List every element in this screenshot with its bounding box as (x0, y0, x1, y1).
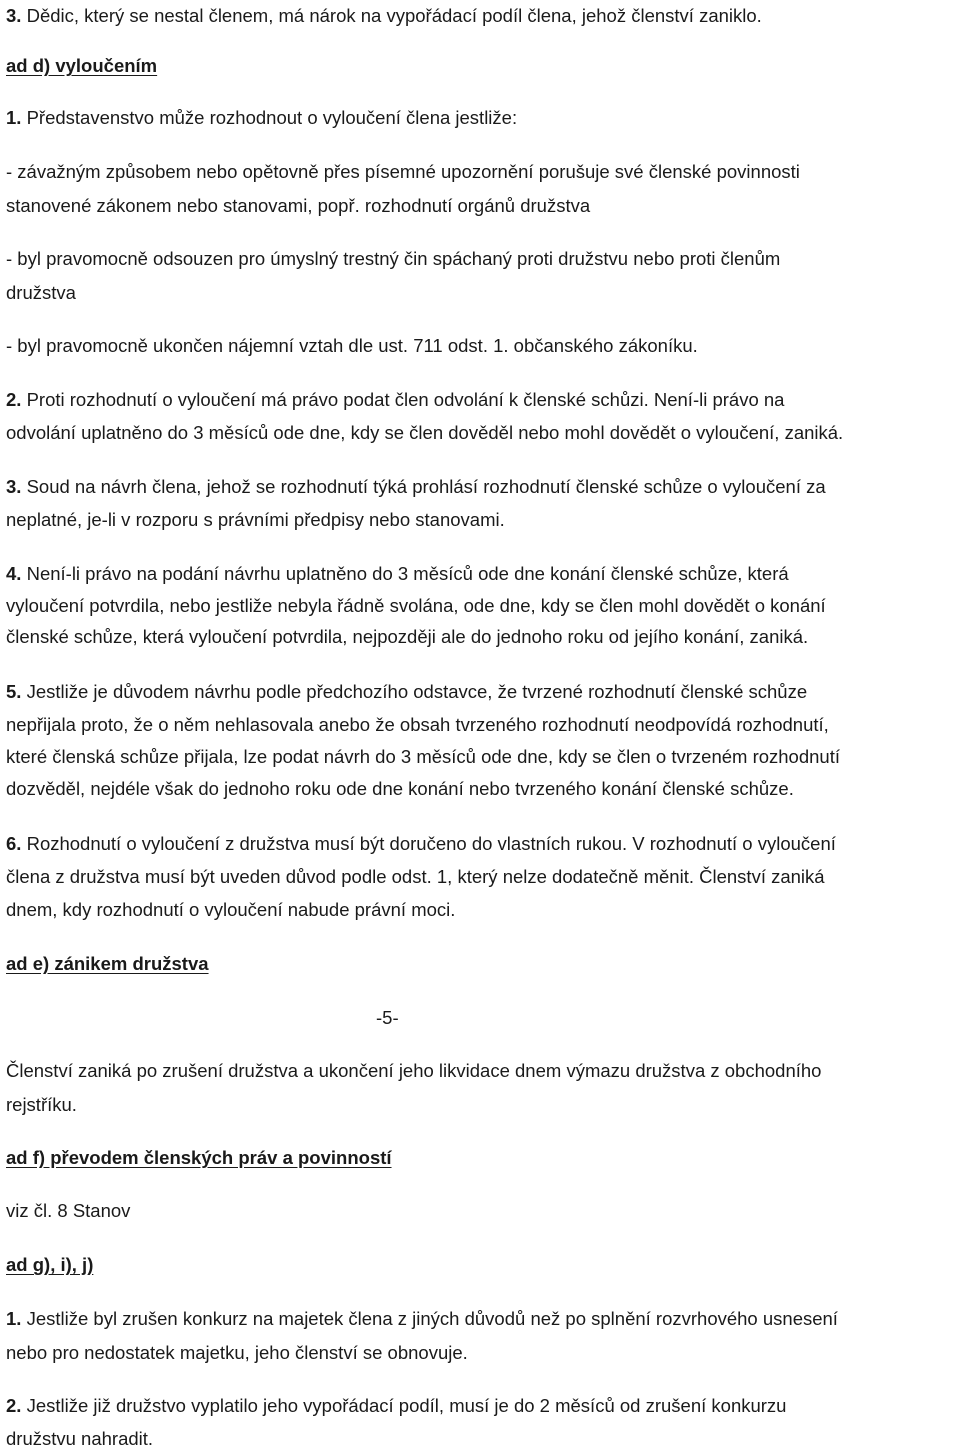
paragraph-repayment-line-1: 2. Jestliže již družstvo vyplatilo jeho vypořádací podíl, musí je do 2 měsíců od zrušení konkurzu (6, 1395, 787, 1416)
bullet-conviction-line-1: - byl pravomocně odsouzen pro úmyslný trestný čin spáchaný proti družstvu nebo proti členům (6, 248, 781, 269)
bullet-violation-line-1: - závažným způsobem nebo opětovně přes písemné upozornění porušuje své členské povinnosti (6, 161, 800, 182)
paragraph-appeal-line-2: odvolání uplatněno do 3 měsíců ode dne, kdy se člen dověděl nebo mohl dovědět o vyloučení, zaniká. (6, 422, 844, 443)
paragraph-claimed-decision-line-3: které členská schůze přijala, lze podat návrh do 3 měsíců ode dne, kdy se člen o tvrzeném rozhodnutí (6, 746, 840, 767)
bullet-conviction-line-2: družstva (6, 282, 76, 303)
paragraph-board-decision: 1. Představenstvo může rozhodnout o vyloučení člena jestliže: (6, 107, 518, 128)
paragraph-claimed-decision-line-1: 5. Jestliže je důvodem návrhu podle předchozího odstavce, že tvrzené rozhodnutí členské schůze (6, 681, 808, 702)
paragraph-repayment-line-2: družstvu nahradit. (6, 1428, 154, 1449)
heading-g-i-j: ad g), i), j) (6, 1254, 94, 1275)
paragraph-deadline-line-3: členské schůze, která vyloučení potvrdila, nejpozději ale do jednoho roku od jejího konání, zaniká. (6, 626, 809, 647)
paragraph-delivery-line-3: dnem, kdy rozhodnutí o vyloučení nabude právní moci. (6, 899, 456, 920)
bullet-violation-line-2: stanovené zákonem nebo stanovami, popř. rozhodnutí orgánů družstva (6, 195, 591, 216)
paragraph-delivery-line-1: 6. Rozhodnutí o vyloučení z družstva musí být doručeno do vlastních rukou. V rozhodnutí o vyloučení (6, 833, 836, 854)
heading-expulsion: ad d) vyloučením (6, 55, 158, 76)
heading-transfer: ad f) převodem členských práv a povinností (6, 1147, 392, 1168)
paragraph-court-line-2: neplatné, je-li v rozporu s právními předpisy nebo stanovami. (6, 509, 505, 530)
paragraph-membership-ends-line-2: rejstříku. (6, 1094, 77, 1115)
paragraph-claimed-decision-line-4: dozvěděl, nejdéle však do jednoho roku ode dne konání nebo tvrzeného konání členské schůze. (6, 778, 794, 799)
paragraph-deadline-line-1: 4. Není-li právo na podání návrhu uplatněno do 3 měsíců ode dne konání členské schůze, která (6, 563, 789, 584)
paragraph-bankruptcy-line-2: nebo pro nedostatek majetku, jeho členství se obnovuje. (6, 1342, 468, 1363)
paragraph-bankruptcy-line-1: 1. Jestliže byl zrušen konkurz na majetek člena z jiných důvodů než po splnění rozvrhového usnesení (6, 1308, 838, 1329)
heading-dissolution: ad e) zánikem družstva (6, 953, 209, 974)
paragraph-heir-claim: 3. Dědic, který se nestal členem, má nárok na vypořádací podíl člena, jehož členství zaniklo. (6, 5, 762, 26)
paragraph-delivery-line-2: člena z družstva musí být uveden důvod podle odst. 1, který nelze dodatečně měnit. Členství zaniká (6, 866, 825, 887)
paragraph-appeal-line-1: 2. Proti rozhodnutí o vyloučení má právo podat člen odvolání k členské schůzi. Není-li právo na (6, 389, 785, 410)
paragraph-deadline-line-2: vyloučení potvrdila, nebo jestliže nebyla řádně svolána, ode dne, kdy se člen mohl dovědět o konání (6, 595, 826, 616)
paragraph-claimed-decision-line-2: nepřijala proto, že o něm nehlasovala anebo že obsah tvrzeného rozhodnutí neodpovídá rozhodnutí, (6, 714, 829, 735)
paragraph-see-article: viz čl. 8 Stanov (6, 1200, 131, 1221)
paragraph-membership-ends-line-1: Členství zaniká po zrušení družstva a ukončení jeho likvidace dnem výmazu družstva z obchodního (6, 1060, 822, 1081)
paragraph-court-line-1: 3. Soud na návrh člena, jehož se rozhodnutí týká prohlásí rozhodnutí členské schůze o vyloučení za (6, 476, 826, 497)
page-number: -5- (376, 1007, 399, 1028)
bullet-lease-ended: - byl pravomocně ukončen nájemní vztah dle ust. 711 odst. 1. občanského zákoníku. (6, 335, 698, 356)
